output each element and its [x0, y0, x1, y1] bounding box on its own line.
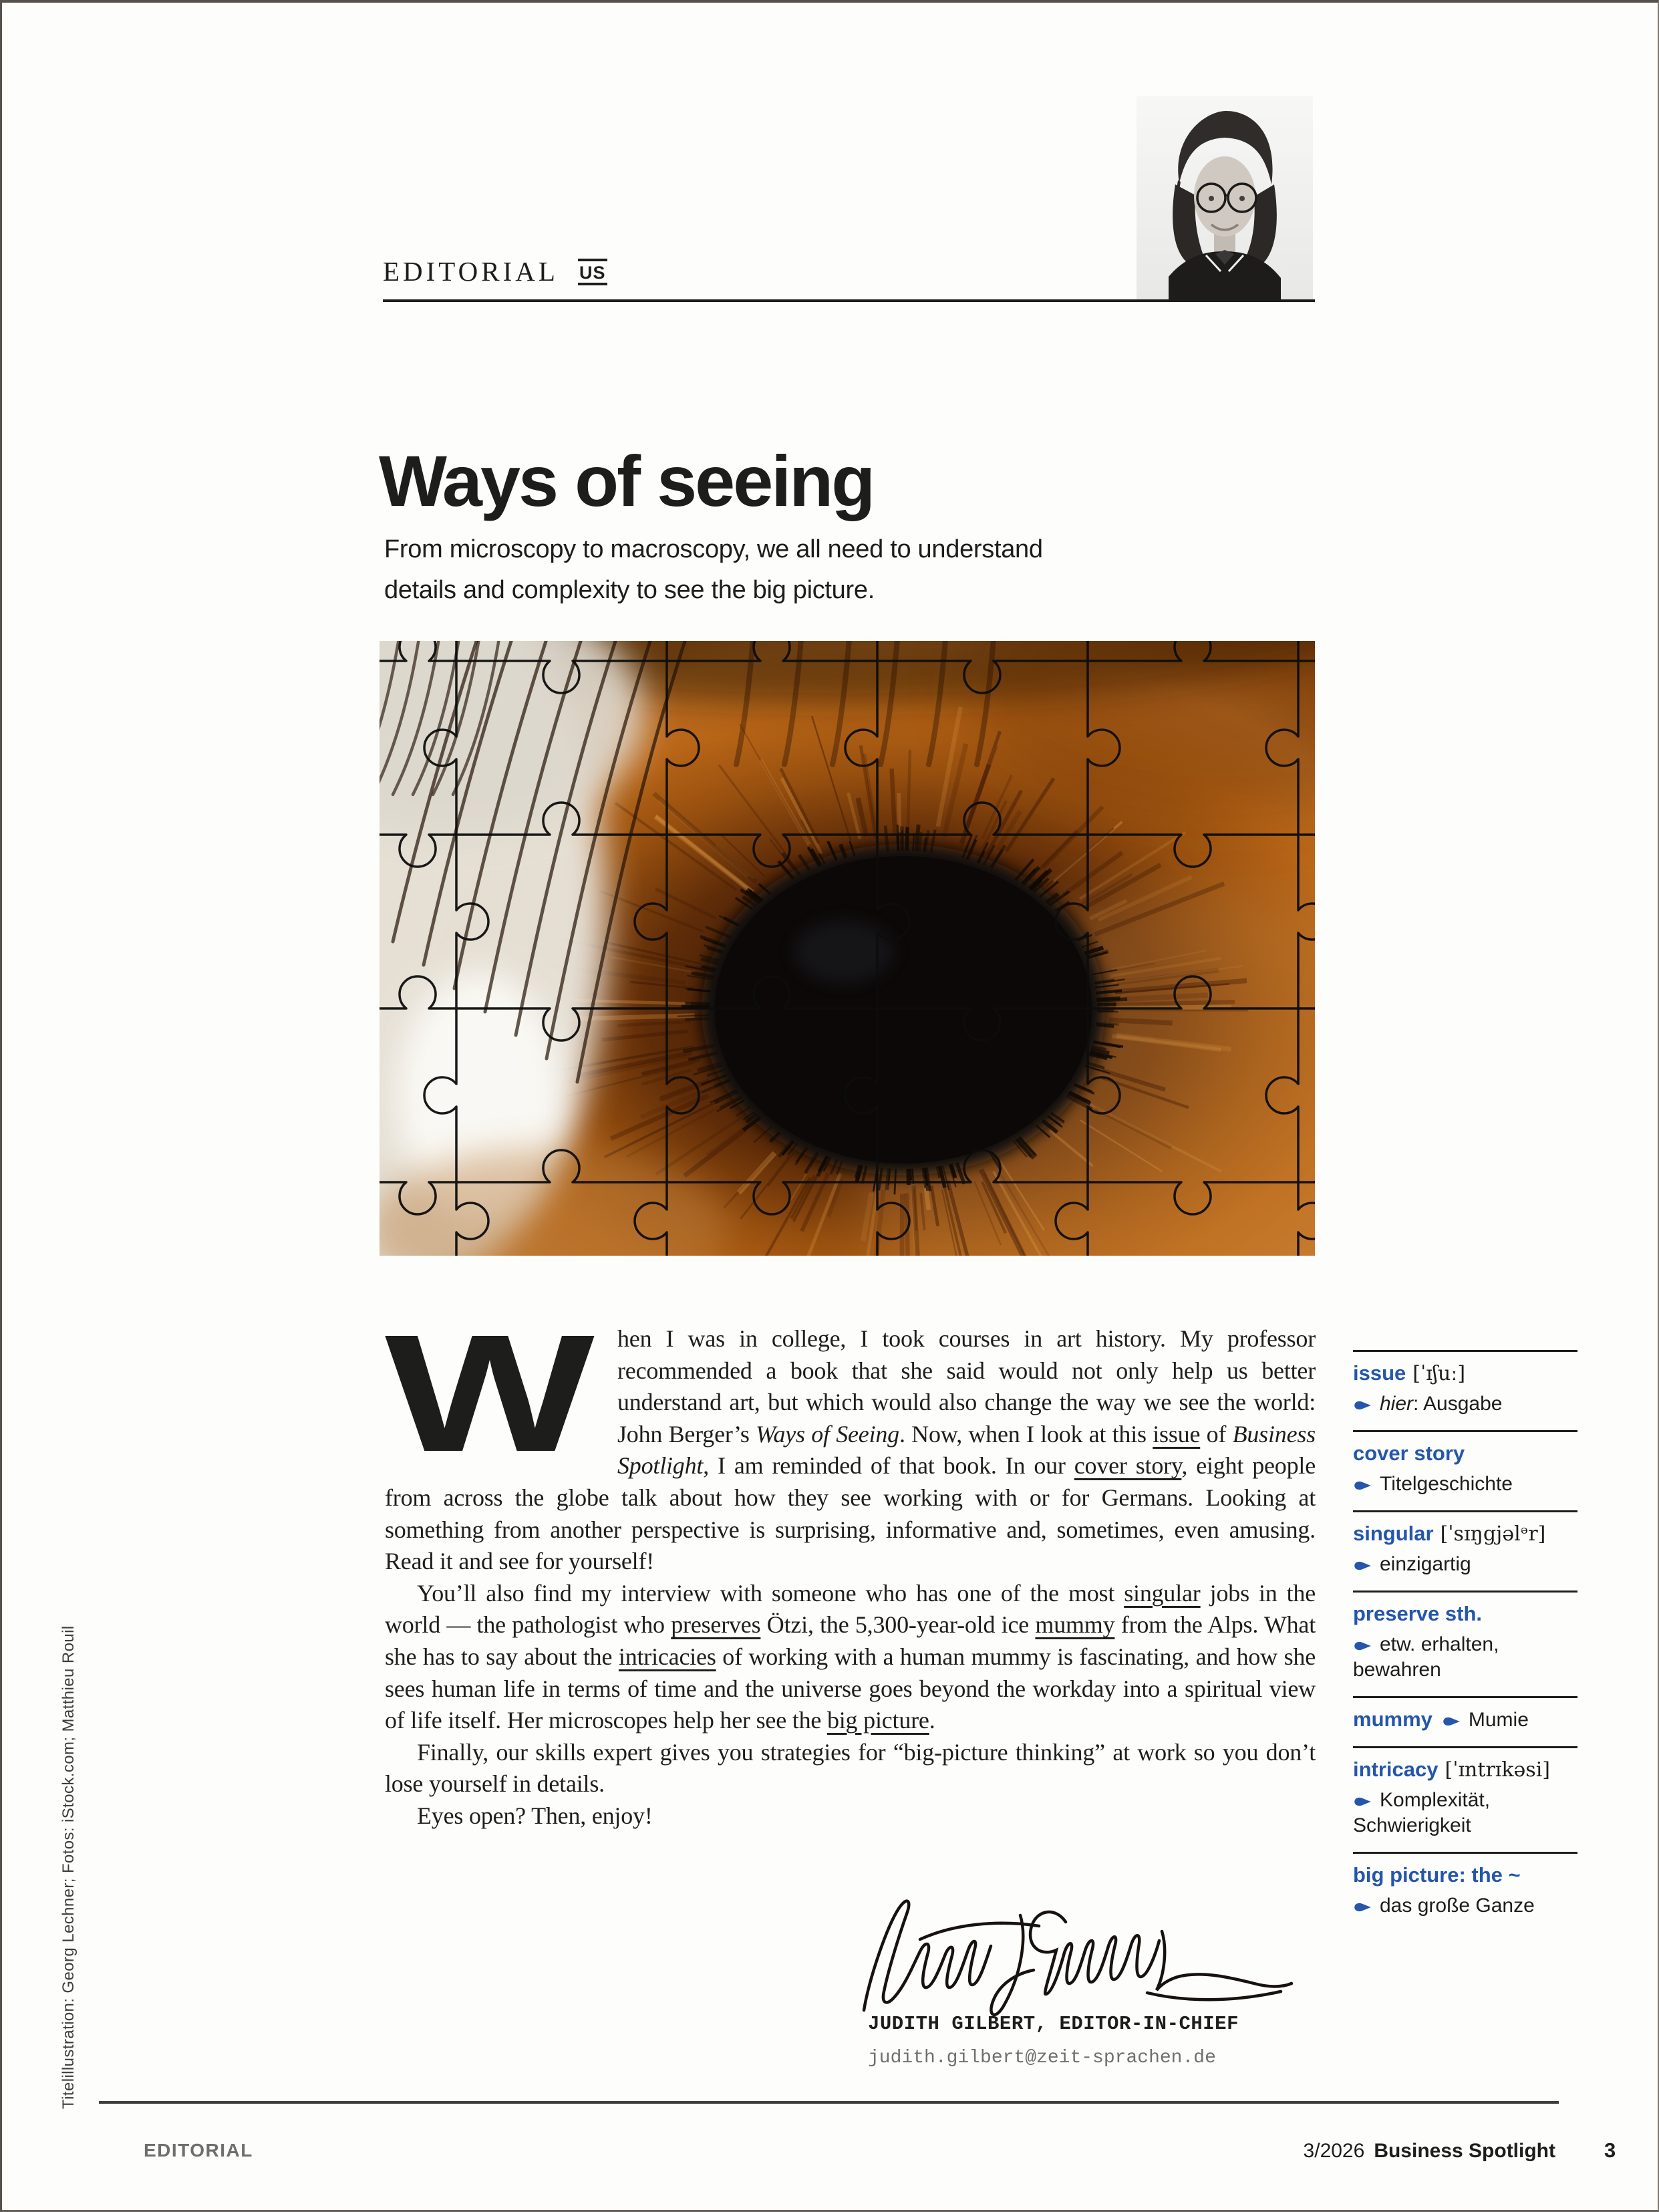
paragraph: Eyes open? Then, enjoy!	[417, 1802, 653, 1829]
paragraph: Finally, our skills expert gives you strategies for “big-picture thinking” at work so you don’t lose yourself in details.	[385, 1738, 1316, 1798]
vocab-arrow-icon	[1353, 1640, 1372, 1652]
footer-issue-info	[1304, 2140, 1555, 2163]
vocab-arrow-icon	[1442, 1715, 1461, 1727]
vocab-arrow-icon	[1353, 1901, 1372, 1913]
eye-puzzle-illustration	[380, 641, 1315, 1256]
footer-rule	[99, 2101, 1559, 2104]
language-badge: US	[578, 259, 607, 285]
editor-portrait-photo	[1137, 96, 1313, 299]
vocab-item	[1353, 1350, 1577, 1430]
vocab-translation: hier: Ausgabe	[1353, 1391, 1577, 1417]
subtitle-line: From microscopy to macroscopy, we all need to understand	[384, 535, 1043, 563]
drop-cap: W	[385, 1300, 595, 1486]
vocab-term: preserve sth.	[1353, 1602, 1482, 1625]
vocab-term: big picture: the ~	[1353, 1863, 1521, 1887]
article-body	[385, 1300, 1316, 1832]
vocab-phonetic: [ˈɪntrɪkəsi]	[1445, 1758, 1551, 1782]
vocab-arrow-icon	[1353, 1796, 1372, 1808]
vocab-translation: Komplexität, Schwierigkeit	[1353, 1789, 1491, 1836]
vocab-item	[1353, 1852, 1577, 1932]
vocab-phonetic: [ˈsɪŋgjəlᵊr]	[1440, 1522, 1546, 1546]
vocab-item	[1353, 1430, 1577, 1510]
vocab-translation: einzigartig	[1353, 1552, 1577, 1577]
article-subtitle	[384, 529, 1043, 611]
vocab-arrow-icon	[1353, 1480, 1372, 1492]
footer-magazine-name: Business Spotlight	[1374, 2140, 1555, 2162]
vocab-translation: Titelgeschichte	[1353, 1472, 1577, 1497]
vocab-arrow-icon	[1353, 1399, 1372, 1411]
signature-name: JUDITH GILBERT, EDITOR-IN-CHIEF	[868, 2013, 1239, 2035]
vocab-item	[1353, 1591, 1577, 1696]
footer-page-number: 3	[1604, 2138, 1616, 2162]
vocab-translation: das große Ganze	[1353, 1893, 1577, 1919]
vocab-item	[1353, 1510, 1577, 1591]
vocabulary-sidebar	[1353, 1350, 1577, 1932]
paragraph: You’ll also find my interview with someone who has one of the most singular jobs in the world — the pathologist who preserves Ötzi, the 5,300-year-old ice mummy from the Alps. What she has to say about the intricacies of working with a human mummy is fascinating, and how she sees human life in terms of time and the universe goes beyond the workday into a spiritual view of life itself. Her microscopes help her see the big picture.	[385, 1579, 1316, 1734]
vocab-translation: etw. erhalten, bewahren	[1353, 1633, 1499, 1681]
vocab-item	[1353, 1696, 1577, 1746]
paragraph: W hen I was in college, I took courses in art history. My professor recommended a book that she said would not only help us better understand art, but which would also change the way we see the world: John Berger’s Ways of Seeing. Now, when I look at this issue of Business Spotlight, I am reminded of that book. In our cover story, eight people from across the globe talk about how they see working with or for Germans. Looking at something from another perspective is surprising, informative and, sometimes, even amusing. Read it and see for yourself!	[385, 1300, 1316, 1575]
signature-handwriting	[845, 1893, 1300, 2021]
vocab-item	[1353, 1746, 1577, 1852]
header-rule	[383, 299, 1315, 302]
signature-email[interactable]: judith.gilbert@zeit-sprachen.de	[868, 2048, 1216, 2068]
photo-credit-vertical: Titelillustration: Georg Lechner; Fotos: iStock.com; Matthieu Rouil	[59, 1625, 78, 2109]
vocab-term: singular	[1353, 1522, 1434, 1545]
section-label: EDITORIAL	[383, 256, 559, 287]
footer-issue: 3/2026	[1303, 2140, 1365, 2162]
page-title: Ways of seeing	[379, 440, 874, 521]
vocab-phonetic: [ˈɪʃuː]	[1412, 1362, 1466, 1385]
subtitle-line: details and complexity to see the big picture.	[384, 576, 875, 604]
footer-section-label: EDITORIAL	[144, 2140, 253, 2161]
vocab-term: mummy	[1353, 1707, 1432, 1731]
vocab-term: cover story	[1353, 1441, 1465, 1465]
vocab-term: intricacy	[1353, 1758, 1439, 1781]
vocab-arrow-icon	[1353, 1560, 1372, 1572]
vocab-translation: Mumie	[1468, 1709, 1529, 1731]
vocab-term: issue	[1353, 1361, 1406, 1385]
